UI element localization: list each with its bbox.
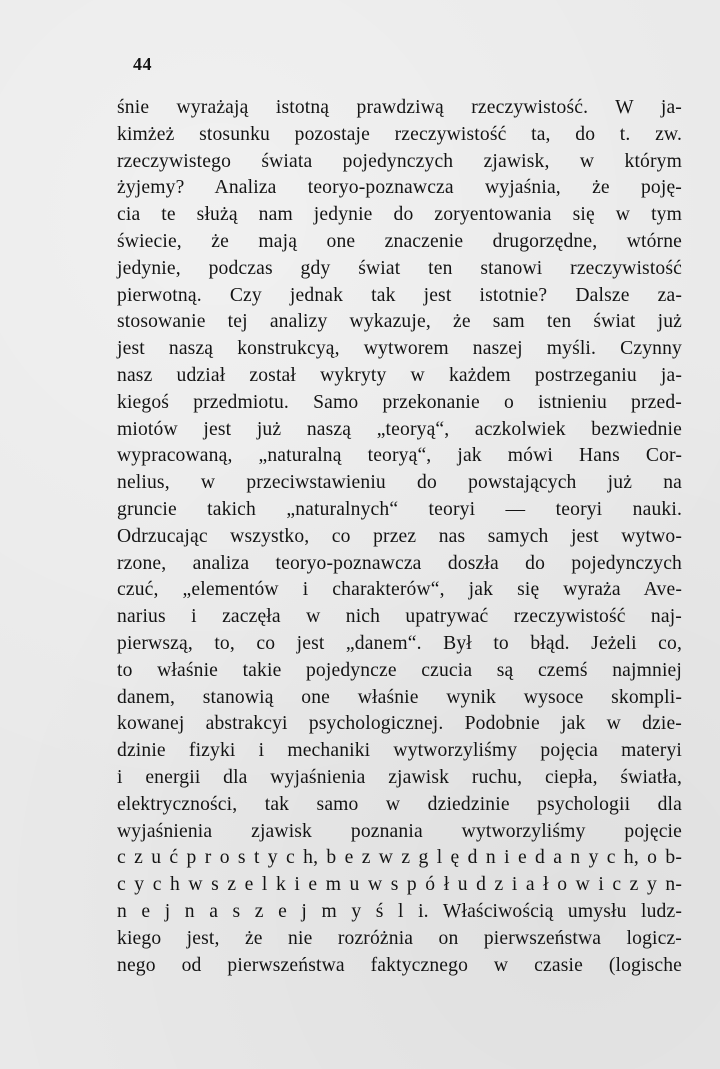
text-line: rzeczywistego świata pojedynczych zjawisk, w którym <box>117 150 682 172</box>
text-line: nego od pierwszeństwa faktycznego w czasie (logische <box>117 954 682 976</box>
text-line: nasz udział został wykryty w każdem postrzeganiu ja- <box>117 364 682 386</box>
text-line: świecie, że mają one znaczenie drugorzędne, wtórne <box>117 230 682 252</box>
text-line: elektryczności, tak samo w dziedzinie psychologii dla <box>117 793 682 815</box>
text-line: kiegoś przedmiotu. Samo przekonanie o istnieniu przed- <box>117 391 682 413</box>
text-line: c y c h w s z e l k i e m u w s p ó ł u d z i a ł o w i c z y n- <box>117 874 682 896</box>
text-line: czuć, „elementów i charakterów“, jak się wyraża Ave- <box>117 579 682 601</box>
text-line: dzinie fizyki i mechaniki wytworzyliśmy pojęcia materyi <box>117 740 682 762</box>
text-line: miotów jest już naszą „teoryą“, aczkolwiek bezwiednie <box>117 418 682 440</box>
text-line: stosowanie tej analizy wykazuje, że sam ten świat już <box>117 311 682 333</box>
text-line: jest naszą konstrukcyą, wytworem naszej myśli. Czynny <box>117 338 682 360</box>
text-line: n e j n a s z e j m y ś l i. Właściwością umysłu ludz- <box>117 900 682 922</box>
text-line: pierwotną. Czy jednak tak jest istotnie? Dalsze za- <box>117 284 682 306</box>
body-text <box>117 95 682 979</box>
text-line: jedynie, podczas gdy świat ten stanowi rzeczywistość <box>117 257 682 279</box>
page-number: 44 <box>133 54 152 74</box>
text-line: i energii dla wyjaśnienia zjawisk ruchu, ciepła, światła, <box>117 766 682 788</box>
text-line: cia te służą nam jedynie do zoryentowania się w tym <box>117 204 682 226</box>
text-line: Odrzucając wszystko, co przez nas samych jest wytwo- <box>117 525 682 547</box>
text-line: narius i zaczęła w nich upatrywać rzeczywistość naj- <box>117 606 682 628</box>
text-line: c z u ć p r o s t y c h, b e z w z g l ę d n i e d a n y c h, o b- <box>117 847 682 869</box>
text-line: to właśnie takie pojedyncze czucia są czemś najmniej <box>117 659 682 681</box>
text-line: kiego jest, że nie rozróżnia on pierwszeństwa logicz- <box>117 927 682 949</box>
text-line: kimżeż stosunku pozostaje rzeczywistość ta, do t. zw. <box>117 123 682 145</box>
text-line: wyjaśnienia zjawisk poznania wytworzyliśmy pojęcie <box>117 820 682 842</box>
text-line: wypracowaną, „naturalną teoryą“, jak mówi Hans Cor- <box>117 445 682 467</box>
text-line: nelius, w przeciwstawieniu do powstających już na <box>117 472 682 494</box>
text-line: pierwszą, to, co jest „danem“. Był to błąd. Jeżeli co, <box>117 632 682 654</box>
text-line: kowanej abstrakcyi psychologicznej. Podobnie jak w dzie- <box>117 713 682 735</box>
text-line: żyjemy? Analiza teoryo-poznawcza wyjaśnia, że poję- <box>117 177 682 199</box>
text-line: danem, stanowią one właśnie wynik wysoce skompli- <box>117 686 682 708</box>
text-line: gruncie takich „naturalnych“ teoryi — teoryi nauki. <box>117 498 682 520</box>
text-line: rzone, analiza teoryo-poznawcza doszła do pojedynczych <box>117 552 682 574</box>
text-line: śnie wyrażają istotną prawdziwą rzeczywistość. W ja- <box>117 97 682 118</box>
